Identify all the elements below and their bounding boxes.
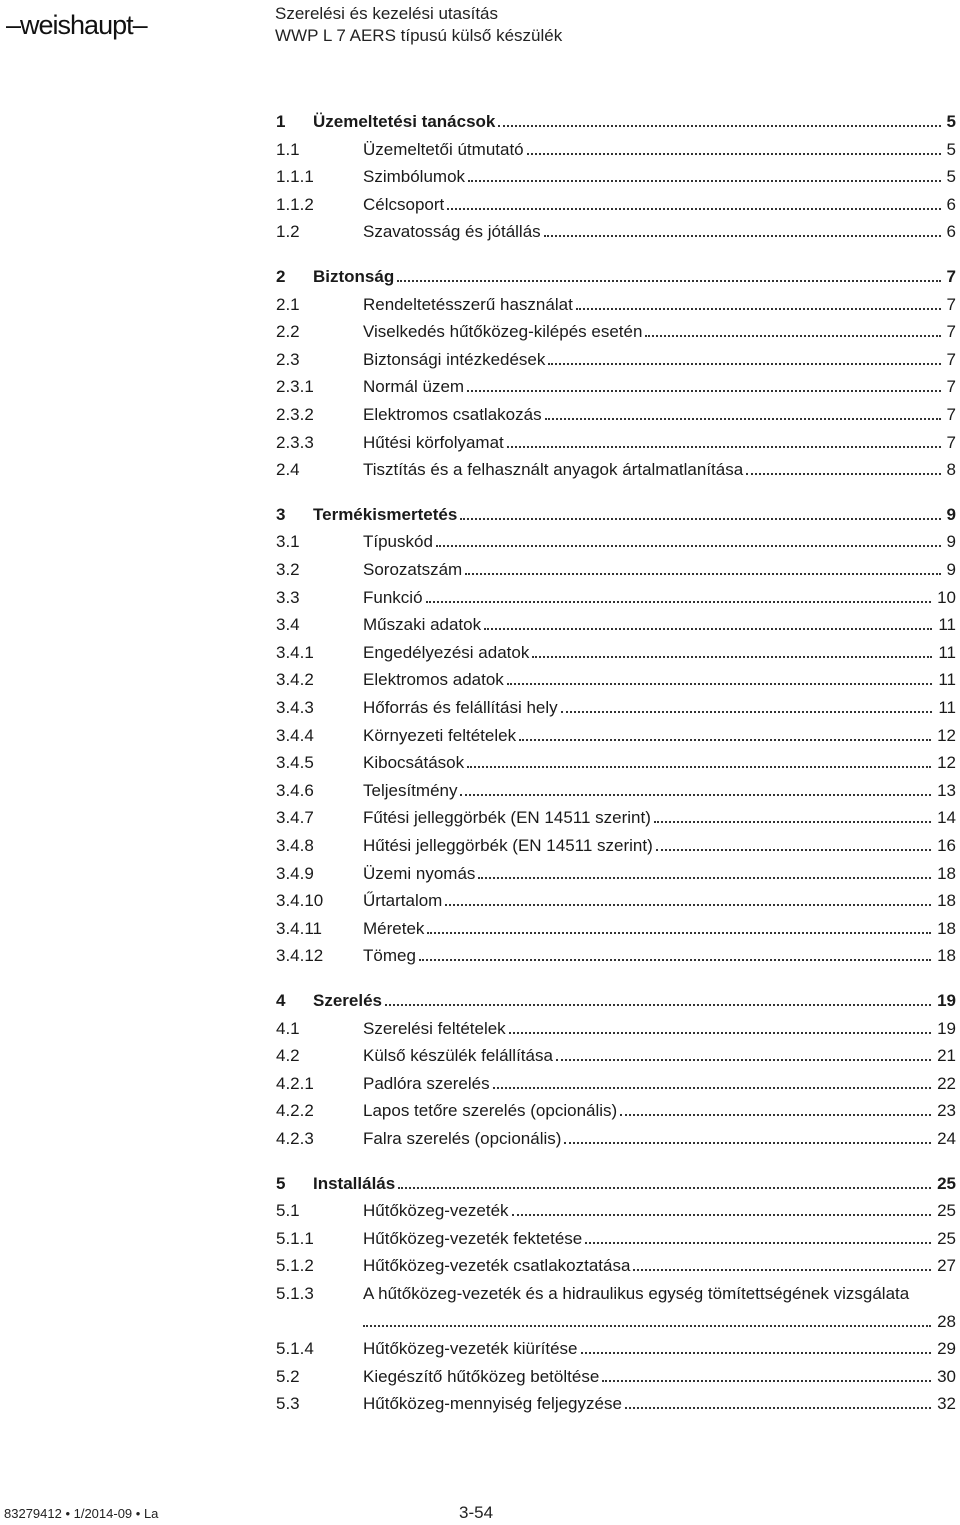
leader-dots xyxy=(426,601,932,603)
toc-entry-title: Hűtési jelleggörbék (EN 14511 szerint) xyxy=(363,836,653,855)
toc-entry-page: 9 xyxy=(946,560,956,579)
toc-entry-page: 11 xyxy=(938,615,956,635)
leader-dots xyxy=(509,1032,931,1034)
leader-dots xyxy=(519,739,931,741)
document-title-line2: WWP L 7 AERS típusú külső készülék xyxy=(275,26,563,45)
toc-entry-number: 3.4.4 xyxy=(276,725,314,745)
weishaupt-logo: –weishaupt– xyxy=(6,10,147,40)
toc-entry-number: 3.1 xyxy=(276,532,300,552)
toc-entry[interactable] xyxy=(276,138,956,162)
toc-entry-page: 13 xyxy=(937,780,956,800)
toc-entry-title: Installálás xyxy=(313,1173,396,1193)
page-number: 3-54 xyxy=(459,1503,494,1522)
leader-dots xyxy=(602,1380,931,1382)
toc-entry-title: Hűtőközeg-vezeték fektetése xyxy=(363,1228,583,1248)
toc-entry-page: 25 xyxy=(937,1201,956,1221)
toc-entry[interactable] xyxy=(276,586,956,610)
leader-dots xyxy=(385,1004,931,1006)
toc-entry-title: Hűtőközeg-mennyiség feljegyzése xyxy=(363,1394,622,1414)
toc-entry[interactable] xyxy=(276,1017,956,1041)
toc-entry-title: Biztonság xyxy=(313,267,395,286)
toc-entry-title: Lapos tetőre szerelés (opcionális) xyxy=(363,1101,618,1121)
toc-entry-title: Szerelési feltételek xyxy=(363,1018,506,1038)
toc-entry-number: 3 xyxy=(276,504,286,524)
toc-entry-title: Űrtartalom xyxy=(363,891,443,911)
toc-entry-title: Célcsoport xyxy=(363,194,445,214)
toc-entry-number: 3.4.6 xyxy=(276,780,314,800)
leader-dots xyxy=(398,1187,931,1189)
toc-entry-page: 23 xyxy=(937,1101,956,1121)
toc-entry-number: 1.1 xyxy=(276,139,300,159)
toc-entry[interactable] xyxy=(276,751,956,775)
toc-entry-number: 5.3 xyxy=(276,1394,300,1414)
toc-entry[interactable] xyxy=(276,558,956,582)
toc-entry-title: Falra szerelés (opcionális) xyxy=(363,1129,562,1148)
toc-entry-number: 3.4 xyxy=(276,615,300,635)
toc-entry-number: 4.2.2 xyxy=(276,1101,314,1121)
leader-dots xyxy=(633,1269,931,1271)
toc-entry-page: 7 xyxy=(946,294,956,314)
toc-entry-page: 11 xyxy=(938,698,956,717)
toc-entry-title: Padlóra szerelés xyxy=(363,1073,490,1093)
leader-dots xyxy=(460,518,940,520)
toc-entry-title: Külső készülék felállítása xyxy=(363,1046,553,1066)
toc-entry-title: Rendeltetésszerű használat xyxy=(363,294,573,314)
toc-entry-number: 5.1 xyxy=(276,1201,300,1221)
leader-dots xyxy=(556,1059,931,1061)
leader-dots xyxy=(507,446,941,448)
leader-dots xyxy=(645,335,940,337)
toc-entry[interactable] xyxy=(276,1337,956,1361)
toc-chapter[interactable] xyxy=(276,989,956,1013)
toc-entry-number: 4.2.1 xyxy=(276,1073,314,1093)
toc-entry[interactable] xyxy=(276,1227,956,1251)
toc-entry-page: 10 xyxy=(937,587,956,607)
toc-entry[interactable] xyxy=(276,1099,956,1123)
toc-entry-title: Környezeti feltételek xyxy=(363,725,517,745)
toc-entry-number: 3.4.3 xyxy=(276,698,314,717)
toc-entry[interactable] xyxy=(276,917,956,941)
toc-entry-number: 3.4.8 xyxy=(276,836,314,855)
document-title xyxy=(275,3,562,47)
toc-entry-page: 7 xyxy=(946,432,956,452)
leader-dots xyxy=(493,1087,931,1089)
toc-entry-title: Teljesítmény xyxy=(363,780,458,800)
toc-entry[interactable] xyxy=(276,1199,956,1223)
toc-entry-page: 6 xyxy=(946,222,956,242)
toc-entry[interactable] xyxy=(276,779,956,803)
toc-entry-page: 7 xyxy=(946,267,956,286)
leader-dots xyxy=(625,1407,931,1409)
toc-entry[interactable] xyxy=(276,165,956,189)
leader-dots xyxy=(545,418,941,420)
toc-entry-number: 3.4.12 xyxy=(276,946,324,966)
toc-entry-number: 2.2 xyxy=(276,322,300,342)
toc-entry-number: 2.1 xyxy=(276,294,300,314)
toc-entry-number: 1.1.2 xyxy=(276,194,314,214)
toc-entry-title: Típuskód xyxy=(363,532,433,552)
leader-dots xyxy=(467,390,940,392)
toc-chapter[interactable] xyxy=(276,265,956,289)
toc-entry-page: 21 xyxy=(937,1046,956,1066)
toc-entry-page: 27 xyxy=(937,1256,956,1276)
toc-entry-title: Engedélyezési adatok xyxy=(363,642,530,662)
leader-dots xyxy=(512,1214,932,1216)
toc-entry-title: Szerelés xyxy=(313,991,382,1010)
toc-entry[interactable] xyxy=(276,375,956,399)
leader-dots xyxy=(746,473,940,475)
toc-entry-title: Szimbólumok xyxy=(363,167,466,187)
toc-entry-page: 30 xyxy=(937,1366,956,1386)
toc-entry[interactable] xyxy=(276,1254,956,1278)
toc-entry-number: 1 xyxy=(276,112,286,131)
toc-entry[interactable] xyxy=(276,1365,956,1389)
leader-dots xyxy=(468,180,940,182)
toc-entry-number: 3.4.9 xyxy=(276,863,314,883)
toc-entry[interactable] xyxy=(276,696,956,720)
toc-entry-number: 2 xyxy=(276,267,286,286)
toc-entry-page: 25 xyxy=(937,1173,956,1193)
toc-entry-title: Üzemeltetési tanácsok xyxy=(313,112,496,131)
toc-entry-page: 9 xyxy=(946,532,956,552)
toc-entry-number: 2.3.3 xyxy=(276,432,314,452)
toc-chapter[interactable] xyxy=(276,1172,956,1196)
toc-entry[interactable] xyxy=(276,1072,956,1096)
toc-entry[interactable] xyxy=(276,458,956,482)
toc-entry-title: Elektromos csatlakozás xyxy=(363,405,542,424)
leader-dots xyxy=(564,1142,931,1144)
leader-dots xyxy=(527,153,941,155)
toc-entry-title: Sorozatszám xyxy=(363,560,463,579)
toc-entry-title: Biztonsági intézkedések xyxy=(363,349,546,369)
toc-entry-number: 2.3.1 xyxy=(276,377,314,397)
toc-entry[interactable] xyxy=(276,193,956,217)
toc-entry-page: 7 xyxy=(946,322,956,342)
toc-entry-title: Hőforrás és felállítási hely xyxy=(363,698,558,717)
toc-entry-number: 1.2 xyxy=(276,222,300,242)
toc-entry[interactable] xyxy=(276,668,956,692)
leader-dots xyxy=(445,904,931,906)
toc-entry-title: Normál üzem xyxy=(363,377,465,397)
toc-entry-title: Termékismertetés xyxy=(313,504,458,524)
toc-entry-number: 3.4.1 xyxy=(276,642,314,662)
toc-entry-number: 2.4 xyxy=(276,460,300,480)
toc-entry[interactable] xyxy=(276,1127,956,1151)
toc-chapter[interactable] xyxy=(276,503,956,527)
toc-entry[interactable] xyxy=(276,403,956,427)
toc-entry-page: 18 xyxy=(937,918,956,938)
leader-dots xyxy=(576,308,941,310)
toc-entry[interactable] xyxy=(276,220,956,244)
toc-entry-title: Műszaki adatok xyxy=(363,615,482,635)
leader-dots xyxy=(507,683,933,685)
toc-entry-page: 7 xyxy=(946,405,956,424)
leader-dots xyxy=(561,711,933,713)
toc-entry-number: 3.4.11 xyxy=(276,918,323,938)
toc-entry[interactable] xyxy=(276,293,956,317)
toc-entry[interactable] xyxy=(276,431,956,455)
toc-entry-number: 3.4.5 xyxy=(276,753,314,773)
leader-dots xyxy=(544,235,941,237)
toc-entry-page: 19 xyxy=(937,1018,956,1038)
page-header xyxy=(0,0,960,60)
toc-entry[interactable] xyxy=(276,834,956,858)
toc-entry-page: 12 xyxy=(937,725,956,745)
document-title-line1: Szerelési és kezelési utasítás xyxy=(275,4,498,23)
toc-entry-title: Üzemi nyomás xyxy=(363,863,476,883)
toc-entry-title: Funkció xyxy=(363,587,423,607)
toc-entry-page: 22 xyxy=(937,1073,956,1093)
toc-entry[interactable] xyxy=(276,1392,956,1416)
toc-entry[interactable] xyxy=(276,862,956,886)
leader-dots xyxy=(654,821,931,823)
leader-dots xyxy=(478,877,931,879)
leader-dots xyxy=(436,545,941,547)
toc-entry-title: Hűtőközeg-vezeték csatlakoztatása xyxy=(363,1256,631,1276)
toc-entry[interactable] xyxy=(276,724,956,748)
toc-entry-title: A hűtőközeg-vezeték és a hidraulikus egység tömítettségének vizsgálata xyxy=(363,1284,910,1303)
toc-entry-number: 3.3 xyxy=(276,587,300,607)
toc-entry-title: Fűtési jelleggörbék (EN 14511 szerint) xyxy=(363,808,651,828)
leader-dots xyxy=(498,125,940,127)
toc-entry-page: 24 xyxy=(937,1129,956,1148)
toc-entry-number: 3.2 xyxy=(276,560,300,579)
toc-entry[interactable] xyxy=(276,889,956,913)
toc-entry-page: 5 xyxy=(946,112,956,131)
toc-chapter[interactable] xyxy=(276,110,956,134)
leader-dots xyxy=(460,794,931,796)
toc-entry-page: 6 xyxy=(946,194,956,214)
toc-entry-page: 12 xyxy=(937,753,956,773)
toc-entry-page: 18 xyxy=(937,863,956,883)
leader-dots xyxy=(581,1352,932,1354)
toc-entry-title: Tömeg xyxy=(363,946,416,966)
leader-dots xyxy=(532,656,932,658)
toc-entry-page: 7 xyxy=(946,377,956,397)
leader-dots xyxy=(585,1242,931,1244)
toc-entry[interactable] xyxy=(276,530,956,554)
toc-entry-number: 5.1.1 xyxy=(276,1228,314,1248)
toc-entry-number: 4.2.3 xyxy=(276,1129,314,1148)
toc-entry-number: 5.1.4 xyxy=(276,1339,314,1359)
toc-entry-page: 11 xyxy=(938,670,956,690)
toc-entry[interactable] xyxy=(276,944,956,968)
toc-entry-page: 5 xyxy=(946,167,956,187)
toc-entry-number: 4.2 xyxy=(276,1046,300,1066)
toc-entry-continuation[interactable] xyxy=(276,1310,956,1334)
toc-entry[interactable] xyxy=(276,641,956,665)
toc-entry[interactable] xyxy=(276,1282,956,1306)
leader-dots xyxy=(397,280,940,282)
leader-dots xyxy=(465,573,940,575)
toc-entry-title: Hűtőközeg-vezeték xyxy=(363,1201,509,1221)
toc-entry-page: 8 xyxy=(946,460,956,480)
toc-entry-title: Szavatosság és jótállás xyxy=(363,222,541,242)
toc-entry-number: 2.3.2 xyxy=(276,405,314,424)
toc-entry-page: 32 xyxy=(937,1394,956,1414)
toc-entry-page: 5 xyxy=(946,139,956,159)
toc-entry[interactable] xyxy=(276,1044,956,1068)
leader-dots xyxy=(620,1114,931,1116)
toc-entry-title: Hűtési körfolyamat xyxy=(363,432,504,452)
toc-entry-page: 19 xyxy=(937,991,956,1010)
toc-entry-title: Elektromos adatok xyxy=(363,670,504,690)
toc-entry-number: 2.3 xyxy=(276,349,300,369)
toc-entry[interactable] xyxy=(276,806,956,830)
toc-entry-number: 5.1.2 xyxy=(276,1256,314,1276)
toc-entry-page: 25 xyxy=(937,1228,956,1248)
leader-dots xyxy=(419,959,931,961)
leader-dots xyxy=(548,363,940,365)
toc-entry-number: 5.2 xyxy=(276,1366,300,1386)
toc-entry-number: 3.4.2 xyxy=(276,670,314,690)
toc-entry-number: 4 xyxy=(276,991,286,1010)
toc-entry-page: 28 xyxy=(937,1311,956,1331)
toc-entry-page: 11 xyxy=(938,642,956,662)
document-code: 83279412 • 1/2014-09 • La xyxy=(4,1506,159,1521)
toc-entry[interactable] xyxy=(276,348,956,372)
toc-entry-page: 9 xyxy=(946,504,956,524)
toc-entry-page: 7 xyxy=(946,349,956,369)
toc-entry[interactable] xyxy=(276,613,956,637)
toc-entry-page: 16 xyxy=(937,836,956,855)
toc-entry-title: Hűtőközeg-vezeték kiürítése xyxy=(363,1339,578,1359)
toc-entry-title: Üzemeltetői útmutató xyxy=(363,139,524,159)
toc-entry-title: Viselkedés hűtőközeg-kilépés esetén xyxy=(363,322,643,342)
leader-dots xyxy=(484,628,932,630)
toc-entry-number: 5.1.3 xyxy=(276,1284,314,1303)
toc-entry-number: 1.1.1 xyxy=(276,167,314,187)
toc-entry-title: Méretek xyxy=(363,918,425,938)
leader-dots xyxy=(656,849,931,851)
toc-entry-page: 14 xyxy=(937,808,956,828)
toc-entry-page: 18 xyxy=(937,946,956,966)
toc-entry-number: 3.4.10 xyxy=(276,891,324,911)
toc-entry-title: Kibocsátások xyxy=(363,753,465,773)
toc-entry-title: Kiegészítő hűtőközeg betöltése xyxy=(363,1366,600,1386)
leader-dots xyxy=(427,932,931,934)
toc-entry-number: 3.4.7 xyxy=(276,808,314,828)
leader-dots xyxy=(447,208,940,210)
leader-dots xyxy=(363,1325,931,1327)
toc-entry-title: Tisztítás és a felhasznált anyagok ártalmatlanítása xyxy=(363,460,744,480)
toc-entry-number: 4.1 xyxy=(276,1018,300,1038)
toc-entry-page: 29 xyxy=(937,1339,956,1359)
toc-entry-number: 5 xyxy=(276,1173,286,1193)
toc-entry-page: 18 xyxy=(937,891,956,911)
toc-entry[interactable] xyxy=(276,320,956,344)
leader-dots xyxy=(467,766,931,768)
